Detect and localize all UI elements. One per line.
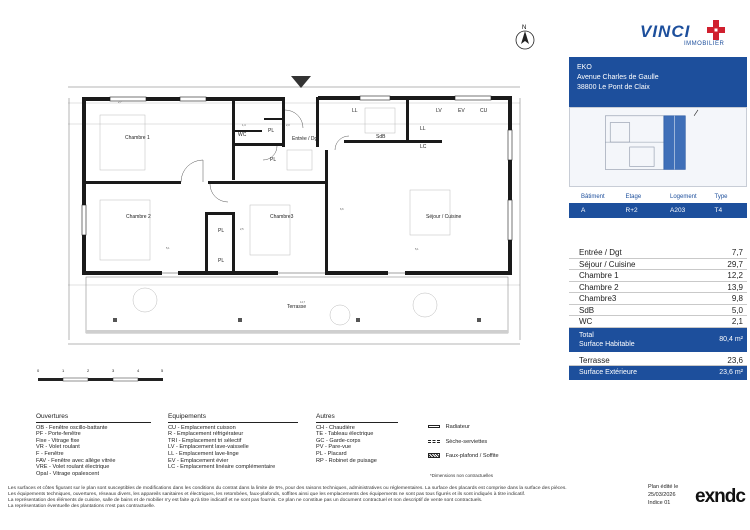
terrace-row: Terrasse 23,6 (569, 355, 747, 367)
svg-text:5,1: 5,1 (166, 247, 170, 250)
room-label-ll: LL (420, 126, 426, 132)
room-label-pl1: PL (268, 128, 275, 134)
room-label-ll2: LL (352, 108, 358, 114)
vinci-logo (640, 20, 750, 50)
scale-label-5: 5 (161, 368, 164, 373)
room-label-sdb: SdB (376, 134, 386, 140)
svg-text:1,4: 1,4 (242, 124, 246, 127)
svg-text:14,7: 14,7 (300, 301, 306, 304)
scale-bar (37, 368, 164, 381)
surface-table (569, 247, 747, 380)
false-ceiling-icon (428, 453, 440, 458)
room-label-ev: EV (458, 108, 465, 114)
legal-footnote: Les surfaces et côtes figurant sur le plan sont susceptibles de modifications dans les conditions du contrat dans la limite de 5%, pour des raisons techniques, administratives ou réglementaires. La surface des placards est comprise dans la surface des pièces. Les équipements techniques, ouvertures, réseaux divers, les appareils sanitaires et électriques, les retombées, faux-plafonds, soffites ainsi que les emplacements des équipements ne sont pas tous figurés et ils sont indiqués à titre indicatif. La représentation des éléments de cuisine, salle de bains et de mobilier n'y est faite qu'à titre indicatif et ne sont pas fournis. Ce plan ne constitue pas un document contractuel et non descriptif de vente sont contractuels. La représentation éventuelle des plantations n'est pas contractuelle. (8, 486, 567, 509)
info-panel (565, 0, 750, 410)
scale-label-4: 4 (137, 368, 140, 373)
entry-arrow-icon (291, 76, 311, 88)
ref-value-etage: R+2 (625, 207, 638, 214)
logo-sub: IMMOBILIER (684, 41, 725, 47)
scale-label-0: 0 (37, 368, 40, 373)
scale-label-3: 3 (112, 368, 115, 373)
svg-text:2,3: 2,3 (286, 124, 290, 127)
vinci-mark-icon (707, 20, 725, 40)
room-label-chambre1: Chambre 1 (125, 135, 150, 141)
room-label-sejour: Séjour / Cuisine (426, 214, 462, 220)
room-label-chambre3: Chambre3 (270, 214, 294, 220)
ref-header-logement: Logement (670, 194, 697, 200)
exterior-surface-row: Surface Extérieure 23,6 m² (569, 366, 747, 380)
walls (82, 96, 512, 275)
reference-values (569, 204, 747, 218)
room-label-pl3: PL (218, 258, 225, 264)
room-label-wc: WC (238, 132, 247, 138)
towel-dryer-icon (428, 440, 440, 443)
legend-equipements: Equipements CU - Emplacement cuisson R - Emplacement réfrigérateur TRI - Emplacement tri sélectif LV - Emplacement lave-vaisselle LL - Emplacement lave-linge EV - Emplacement évier LC - Emplacement linéaire complémentaire (168, 414, 298, 471)
ref-value-batiment: A (581, 207, 586, 214)
plan-index: Indice 01 (648, 500, 671, 506)
program-name: EKO (577, 64, 592, 71)
dimensions-note: *Dimensions non contractuelles (430, 473, 494, 478)
compass-label: N (522, 25, 527, 31)
north-arrow-icon (521, 31, 529, 44)
legend-symbols: Radiateur Sèche-serviettes Faux-plafond / Soffite (428, 424, 508, 460)
legend-ouvertures: Ouvertures OB - Fenêtre oscillo-battante PF - Porte-fenêtre Fixe - Vitrage fixe VR - Volet roulant F - Fenêtre FAV - Fenêtre avec allège vitrée VRE - Volet roulant électrique Opal - Vitrage opalescent (36, 414, 151, 477)
svg-text:5,1: 5,1 (415, 248, 419, 251)
room-label-pl2: PL (218, 228, 225, 234)
exndc-logo: exndc (695, 486, 745, 507)
radiator-icon (428, 425, 440, 428)
ref-header-etage: Etage (625, 194, 642, 200)
total-value: 80,4 m² (719, 335, 743, 343)
plan-edited-label: Plan édité le (648, 484, 679, 490)
svg-text:2,5: 2,5 (240, 228, 244, 231)
scale-label-1: 1 (62, 368, 65, 373)
room-label-cu: CU (480, 108, 488, 114)
plan-date: 25/03/2026 (648, 492, 676, 498)
surface-row: Chambre 2 13,9 (569, 282, 747, 294)
room-label-lc: LC (420, 144, 427, 150)
legend (36, 413, 499, 479)
surface-row: SdB 5,0 (569, 305, 747, 317)
program-street: Avenue Charles de Gaulle (577, 74, 659, 81)
ref-value-logement: A203 (670, 207, 686, 214)
surface-row: WC 2,1 (569, 316, 747, 328)
plan-meta (648, 483, 678, 507)
surface-row: Entrée / Dgt 7,7 (569, 247, 747, 259)
total-label: Total (579, 331, 594, 339)
ref-value-type: T4 (714, 207, 723, 214)
scale-label-2: 2 (87, 368, 90, 373)
surface-row: Chambre3 9,8 (569, 293, 747, 305)
legend-autres: Autres CH - Chaudière TE - Tableau électrique GC - Garde-corps PV - Pare-vue PL - Placard RP - Robinet de puisage (316, 414, 398, 464)
surface-row: Séjour / Cuisine 29,7 (569, 259, 747, 271)
svg-text:6,6: 6,6 (340, 208, 344, 211)
room-label-chambre2: Chambre 2 (126, 214, 151, 220)
surface-row: Chambre 1 12,2 (569, 270, 747, 282)
ref-header-type: Type (714, 194, 728, 200)
ref-header-batiment: Bâtiment (581, 194, 605, 200)
compass (516, 25, 534, 49)
logo-word: VINCI (640, 22, 691, 41)
svg-text:2,7: 2,7 (118, 101, 122, 104)
building-location-thumbnail (569, 107, 747, 187)
total-sublabel: Surface Habitable (579, 340, 635, 348)
program-city: 38800 Le Pont de Claix (577, 84, 650, 91)
total-surface-row (569, 328, 747, 352)
reference-header (569, 190, 747, 204)
program-address (569, 57, 747, 107)
room-label-lv: LV (436, 108, 442, 114)
room-label-entree: Entrée / Dgt (292, 136, 319, 142)
room-label-terrasse: Terrasse (287, 304, 307, 310)
room-label-pl4: PL (270, 157, 277, 163)
